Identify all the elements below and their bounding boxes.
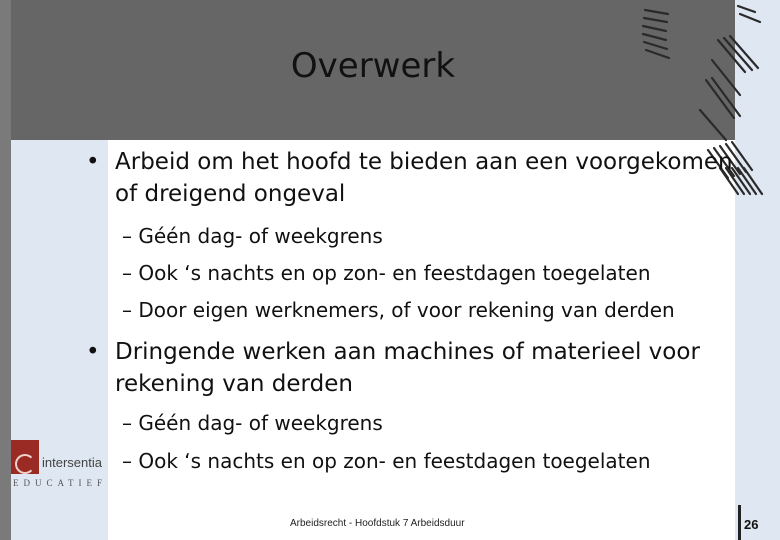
- slide-footer: Arbeidsrecht - Hoofdstuk 7 Arbeidsduur: [290, 518, 465, 529]
- logo-mark-icon: [11, 440, 39, 474]
- bullet-1-text: Arbeid om het hoofd te bieden aan een voorgekomen of dreigend ongeval: [115, 149, 733, 207]
- logo-subtitle: EDUCATIEF: [13, 478, 107, 488]
- page-number: 26: [744, 517, 759, 532]
- bullet-2-sub-2: – Ook ‘s nachts en op zon- en feestdagen toegelaten: [122, 449, 651, 473]
- bullet-2-text: Dringende werken aan machines of materieel voor rekening van derden: [115, 339, 700, 397]
- intersentia-logo: [11, 440, 108, 492]
- left-edge-strip: [0, 0, 11, 540]
- page-number-divider: [738, 505, 741, 540]
- logo-name: intersentia: [42, 455, 102, 470]
- bullet-2-sub-1: – Géén dag- of weekgrens: [122, 411, 383, 435]
- bullet-marker: •: [86, 149, 100, 175]
- bullet-1-sub-1: – Géén dag- of weekgrens: [122, 224, 383, 248]
- bullet-1-sub-3: – Door eigen werknemers, of voor rekening van derden: [122, 298, 675, 322]
- bullet-marker: •: [86, 339, 100, 365]
- bullet-1-sub-2: – Ook ‘s nachts en op zon- en feestdagen toegelaten: [122, 261, 651, 285]
- slide-title: Overwerk: [290, 46, 456, 86]
